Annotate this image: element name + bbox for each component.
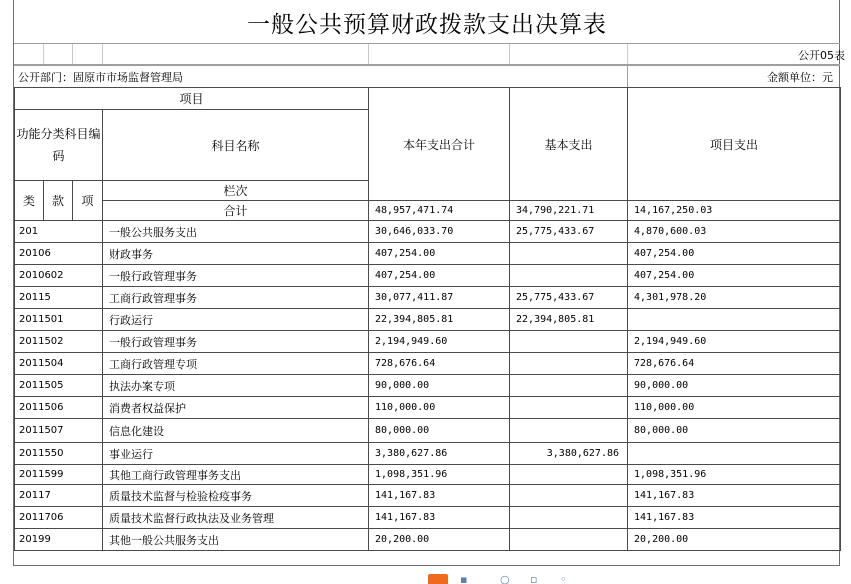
header-subject-name: 科目名称 — [103, 110, 369, 181]
row-total: 1,098,351.96 — [369, 465, 510, 485]
row-project — [628, 443, 841, 465]
search-icon: ○ — [500, 573, 510, 584]
header-item: 项目 — [15, 88, 369, 110]
taskbar-strip — [420, 569, 640, 584]
row-code: 20106 — [15, 243, 103, 265]
row-project: 20,200.00 — [628, 529, 841, 551]
menu-icon: ▪ — [460, 573, 468, 584]
row-project: 80,000.00 — [628, 419, 841, 443]
row-project: 1,098,351.96 — [628, 465, 841, 485]
row-basic — [510, 331, 628, 353]
table-row — [15, 419, 841, 443]
row-name: 其他一般公共服务支出 — [103, 529, 369, 551]
row-basic: 25,775,433.67 — [510, 221, 628, 243]
header-xiang: 项 — [73, 181, 103, 221]
row-name: 其他工商行政管理事务支出 — [103, 465, 369, 485]
table-row — [15, 221, 841, 243]
row-project — [628, 309, 841, 331]
sum-total: 48,957,471.74 — [369, 201, 510, 221]
unit-label: 金额单位：元 — [767, 71, 833, 84]
row-project: 110,000.00 — [628, 397, 841, 419]
sum-basic: 34,790,221.71 — [510, 201, 628, 221]
header-kuan: 款 — [44, 181, 73, 221]
header-basic: 基本支出 — [510, 88, 628, 201]
row-basic — [510, 243, 628, 265]
total-row — [15, 201, 841, 221]
page-title: 一般公共预算财政拨款支出决算表 — [247, 12, 607, 38]
row-total: 30,077,411.87 — [369, 287, 510, 309]
row-basic — [510, 507, 628, 529]
sum-project: 14,167,250.03 — [628, 201, 841, 221]
row-project: 90,000.00 — [628, 375, 841, 397]
row-project: 728,676.64 — [628, 353, 841, 375]
row-total: 2,194,949.60 — [369, 331, 510, 353]
row-name: 一般行政管理事务 — [103, 265, 369, 287]
row-basic — [510, 529, 628, 551]
row-total: 22,394,805.81 — [369, 309, 510, 331]
row-name: 事业运行 — [103, 443, 369, 465]
row-project: 2,194,949.60 — [628, 331, 841, 353]
table-row — [15, 265, 841, 287]
row-total: 90,000.00 — [369, 375, 510, 397]
row-total: 141,167.83 — [369, 485, 510, 507]
row-basic — [510, 265, 628, 287]
row-basic — [510, 465, 628, 485]
row-total: 141,167.83 — [369, 507, 510, 529]
row-basic: 3,380,627.86 — [510, 443, 628, 465]
row-code: 2011505 — [15, 375, 103, 397]
row-project: 4,870,600.03 — [628, 221, 841, 243]
table-row — [15, 353, 841, 375]
table-row — [15, 309, 841, 331]
table-row — [15, 331, 841, 353]
row-basic — [510, 419, 628, 443]
row-basic — [510, 353, 628, 375]
row-project: 407,254.00 — [628, 265, 841, 287]
table-row — [15, 465, 841, 485]
table-row — [15, 375, 841, 397]
row-project: 141,167.83 — [628, 507, 841, 529]
row-basic: 22,394,805.81 — [510, 309, 628, 331]
row-total: 20,200.00 — [369, 529, 510, 551]
row-code: 2011706 — [15, 507, 103, 529]
table-row — [15, 243, 841, 265]
table-row — [15, 529, 841, 551]
row-project: 4,301,978.20 — [628, 287, 841, 309]
header-total: 本年支出合计 — [369, 88, 510, 201]
row-basic — [510, 375, 628, 397]
row-name: 工商行政管理专项 — [103, 353, 369, 375]
row-total: 30,646,033.70 — [369, 221, 510, 243]
table-row — [15, 443, 841, 465]
row-name: 消费者权益保护 — [103, 397, 369, 419]
row-basic — [510, 485, 628, 507]
expenditure-table — [14, 87, 841, 551]
row-total: 80,000.00 — [369, 419, 510, 443]
row-total: 3,380,627.86 — [369, 443, 510, 465]
row-project: 407,254.00 — [628, 243, 841, 265]
row-code: 201 — [15, 221, 103, 243]
row-total: 728,676.64 — [369, 353, 510, 375]
row-code: 2010602 — [15, 265, 103, 287]
row-basic: 25,775,433.67 — [510, 287, 628, 309]
row-code: 2011507 — [15, 419, 103, 443]
row-basic — [510, 397, 628, 419]
row-code: 2011506 — [15, 397, 103, 419]
table-number: 公开05表 — [798, 49, 845, 62]
row-code: 2011502 — [15, 331, 103, 353]
row-code: 2011599 — [15, 465, 103, 485]
row-code: 20115 — [15, 287, 103, 309]
tool-icon: ▫ — [530, 573, 538, 584]
row-total: 110,000.00 — [369, 397, 510, 419]
header-lei: 类 — [15, 181, 44, 221]
header-project: 项目支出 — [628, 88, 841, 201]
row-code: 2011501 — [15, 309, 103, 331]
row-name: 行政运行 — [103, 309, 369, 331]
row-name: 质量技术监督与检验检疫事务 — [103, 485, 369, 507]
empty-grid-row — [14, 43, 840, 65]
header-func-code: 功能分类科目编码 — [15, 110, 103, 181]
row-name: 工商行政管理事务 — [103, 287, 369, 309]
row-code: 2011550 — [15, 443, 103, 465]
row-code: 20117 — [15, 485, 103, 507]
row-code: 2011504 — [15, 353, 103, 375]
row-name: 一般行政管理事务 — [103, 331, 369, 353]
row-name: 财政事务 — [103, 243, 369, 265]
row-total: 407,254.00 — [369, 243, 510, 265]
app-logo-icon — [428, 574, 448, 584]
row-name: 信息化建设 — [103, 419, 369, 443]
row-project: 141,167.83 — [628, 485, 841, 507]
row-name: 执法办案专项 — [103, 375, 369, 397]
row-name: 一般公共服务支出 — [103, 221, 369, 243]
settings-icon: ◦ — [560, 573, 567, 584]
sum-label: 合计 — [103, 201, 369, 221]
row-name: 质量技术监督行政执法及业务管理 — [103, 507, 369, 529]
department-label: 公开部门：固原市市场监督管理局 — [18, 71, 183, 84]
row-code: 20199 — [15, 529, 103, 551]
header-lanci: 栏次 — [103, 181, 369, 201]
table-row — [15, 485, 841, 507]
table-row — [15, 287, 841, 309]
row-total: 407,254.00 — [369, 265, 510, 287]
table-row — [15, 507, 841, 529]
table-row — [15, 397, 841, 419]
